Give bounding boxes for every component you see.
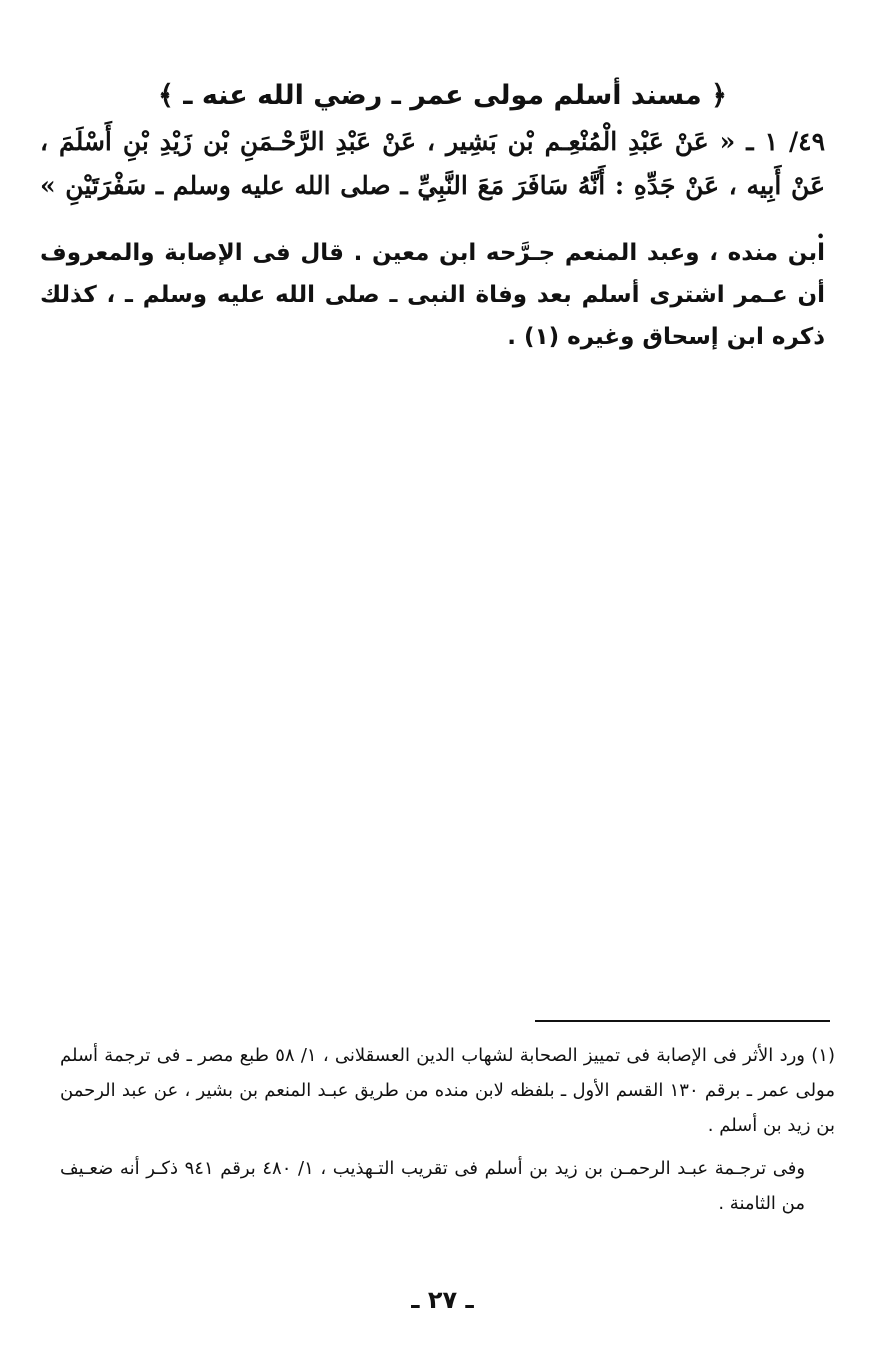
footnotes (60, 1038, 835, 1229)
footnote-1-continuation: وفى ترجـمة عبـد الرحمـن بن زيد بن أسلم فى تقريب التـهذيب ، ١/ ٤٨٠ برقم ٩٤١ ذكـر أنه ضعـيف من الثامنة . (60, 1158, 806, 1214)
footnote-1: (١) ورد الأثر فى الإصابة فى تمييز الصحابة لشهاب الدين العسقلانى ، ١/ ٥٨ طبع مصر ـ فى ترجمة أسلم مولى عمر ـ برقم ١٣٠ القسم الأول ـ بلفظه لابن منده من طريق عبـد المنعم بن بشير ، عن عبد الرحمن بن زيد بن أسلم . (60, 1045, 835, 1136)
hadith-text: ٤٩/ ١ ـ « عَنْ عَبْدِ الْمُنْعِـم بْن بَشِير ، عَنْ عَبْدِ الرَّحْـمَنِ بْن زَيْدِ بْنِ أَسْلَمَ ، عَنْ أَبِيه ، عَنْ جَدِّهِ : أَنَّهُ سَافَرَ مَعَ النَّبِيِّ ـ صلى الله عليه وسلم ـ سَفْرَتَيْنِ » . (40, 127, 825, 244)
commentary-text: ابن منده ، وعبد المنعم جـرَّحه ابن معين . قال فى الإصابة والمعروف أن عـمر اشترى أسلم بعد وفاة النبى ـ صلى الله عليه وسلم ـ ، كذلك ذكره ابن إسحاق وغيره (١) . (40, 240, 825, 350)
page-number: ـ ٢٧ ـ (411, 1286, 474, 1314)
footnote-divider (535, 1020, 830, 1022)
section-heading: ﴿ مسند أسلم مولى عمر ـ رضي الله عنه ـ ﴾ (158, 80, 727, 111)
